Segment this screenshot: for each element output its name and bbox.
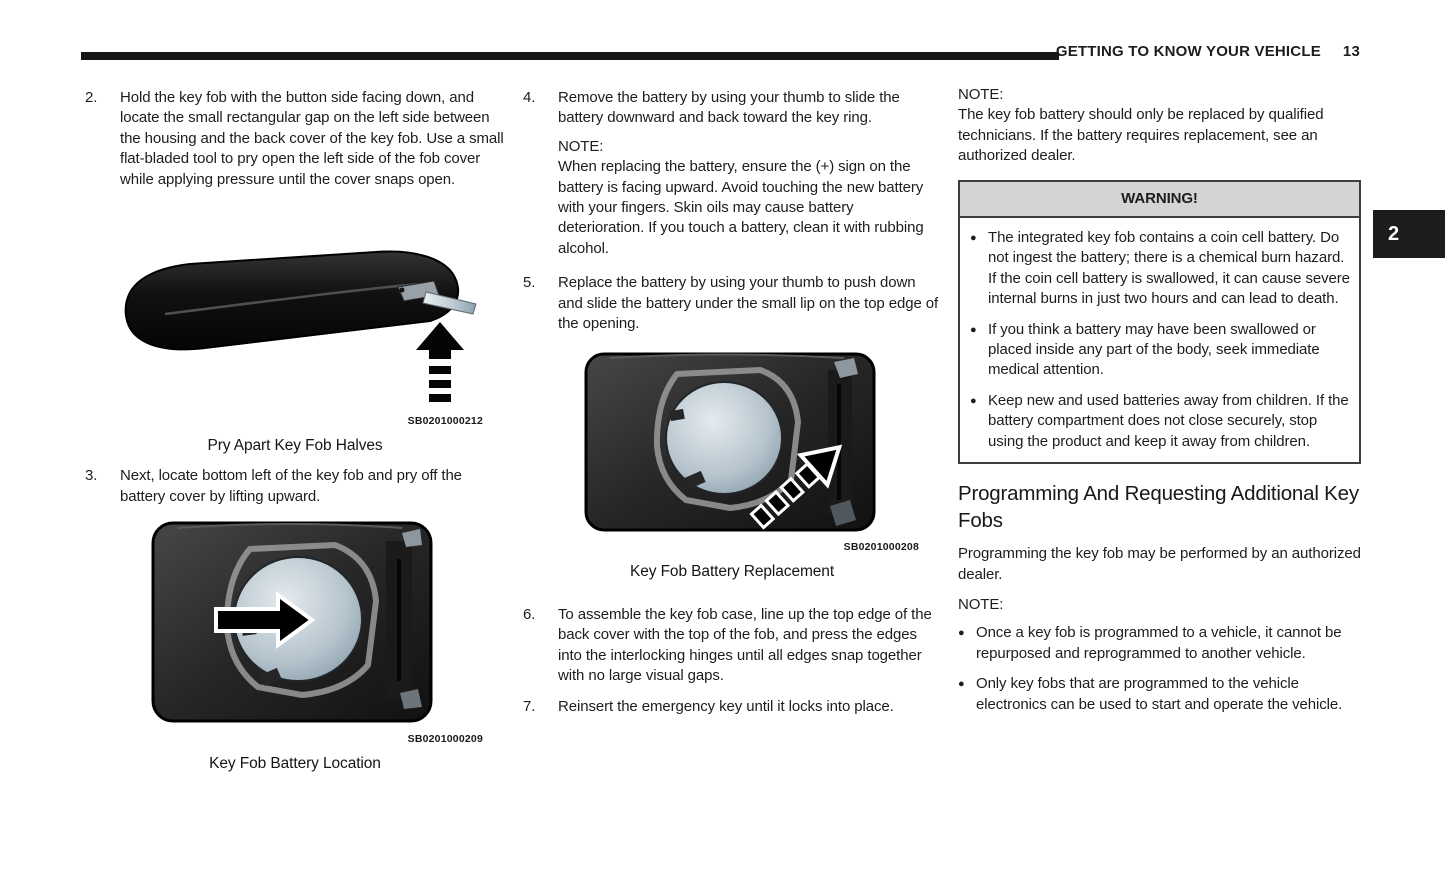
step-number: 4. (523, 89, 536, 106)
note-bullet (958, 623, 1361, 664)
figure-caption: Key Fob Battery Replacement (629, 563, 835, 581)
note-text: The key fob battery should only be replaced by qualified technicians. If the battery requires replacement, see an authorized dealer. (958, 106, 1324, 165)
bullet-icon: ● (958, 678, 965, 691)
chapter-tab-number: 2 (1388, 222, 1400, 245)
up-arrow-icon (416, 322, 464, 402)
step-5 (523, 273, 941, 334)
header-rule (81, 52, 1059, 60)
warning-bullet-text: If you think a battery may have been swallowed or placed inside any part of the body, seek immediate medical attention. (988, 320, 1320, 379)
figure-caption: Pry Apart Key Fob Halves (207, 437, 383, 455)
step-number: 6. (523, 605, 536, 623)
key-fob-side-illustration (110, 232, 480, 412)
step-number: 5. (523, 274, 536, 292)
step-2 (85, 88, 505, 190)
step-4 (523, 88, 941, 129)
warning-box (958, 180, 1361, 464)
step-number: 3. (85, 467, 98, 485)
right-column (958, 85, 1361, 715)
figure-code: SB0201000208 (843, 541, 919, 554)
note-label: NOTE: (958, 86, 1004, 103)
figure-pry-apart-key-fob (85, 232, 505, 456)
step-number: 7. (523, 697, 536, 715)
note-label: NOTE: (958, 595, 1004, 613)
note-text: When replacing the battery, ensure the (+) sign on the battery is facing upward. Avoid touching the new battery with your fingers. Skin oils may cause battery deterioration. If you touch a battery, clean it with rubbing alcohol. (558, 158, 924, 257)
warning-bullet-text: Keep new and used batteries away from children. If the battery compartment does not close securely, stop using the product and keep it away from children. (988, 391, 1349, 450)
section-heading: Programming And Requesting Additional Key Fobs (958, 482, 1359, 533)
section-text: Programming the key fob may be performed by an authorized dealer. (958, 545, 1361, 583)
key-fob-battery-location-illustration (150, 515, 440, 730)
page-number: 13 (1342, 43, 1360, 60)
chapter-tab (1373, 210, 1445, 258)
bullet-icon: ● (970, 232, 977, 245)
figure-caption: Key Fob Battery Location (209, 755, 381, 773)
page-title: GETTING TO KNOW YOUR VEHICLE (1055, 43, 1321, 60)
note-label: NOTE: (558, 137, 604, 155)
step-3 (85, 466, 505, 507)
left-column (85, 88, 505, 775)
middle-column (523, 88, 941, 717)
bullet-icon: ● (958, 627, 965, 640)
warning-bullet (970, 391, 1351, 452)
step-text: To assemble the key fob case, line up the top edge of the back cover with the top of the fob, and press the edges into the interlocking hinges until all edges snap together with no large visual gaps. (558, 605, 932, 685)
step-text: Reinsert the emergency key until it locks into place. (558, 697, 894, 715)
warning-title: WARNING! (960, 182, 1359, 218)
warning-bullet-text: The integrated key fob contains a coin cell battery. Do not ingest the battery; there is a chemical burn hazard. If the coin cell battery is swallowed, it can cause severe internal burns in just two hours and can lead to death. (988, 229, 1350, 308)
warning-bullet (970, 228, 1351, 310)
note-bullet (958, 674, 1361, 715)
bullet-icon: ● (970, 394, 977, 407)
step-text: Hold the key fob with the button side facing down, and locate the small rectangular gap on the left side between the housing and the back cover of the key fob. Use a small flat-bladed tool to pry open the left side of the fob cover while applying pressure until the cover snaps open. (120, 89, 504, 188)
step-7 (523, 697, 941, 717)
coin-cell-battery (666, 382, 782, 494)
figure-code: SB0201000209 (407, 733, 483, 746)
figure-battery-replacement (523, 348, 941, 582)
note-bullet-text: Once a key fob is programmed to a vehicle, it cannot be repurposed and reprogrammed to another vehicle. (976, 624, 1342, 662)
step-number: 2. (85, 89, 98, 106)
note-bullet-text: Only key fobs that are programmed to the vehicle electronics can be used to start and operate the vehicle. (976, 675, 1343, 713)
warning-bullet (970, 320, 1351, 381)
step-text: Remove the battery by using your thumb to slide the battery downward and back toward the key ring. (558, 89, 900, 127)
step-text: Replace the battery by using your thumb to push down and slide the battery under the small lip on the top edge of the opening. (558, 274, 939, 333)
step-6 (523, 605, 941, 687)
figure-battery-location (85, 515, 505, 774)
step-text: Next, locate bottom left of the key fob and pry off the battery cover by lifting upward. (120, 467, 462, 505)
page-header (1056, 42, 1360, 62)
warning-body (960, 218, 1359, 462)
figure-code: SB0201000212 (407, 415, 483, 428)
bullet-icon: ● (970, 323, 977, 336)
key-fob-battery-replacement-illustration (582, 348, 882, 538)
